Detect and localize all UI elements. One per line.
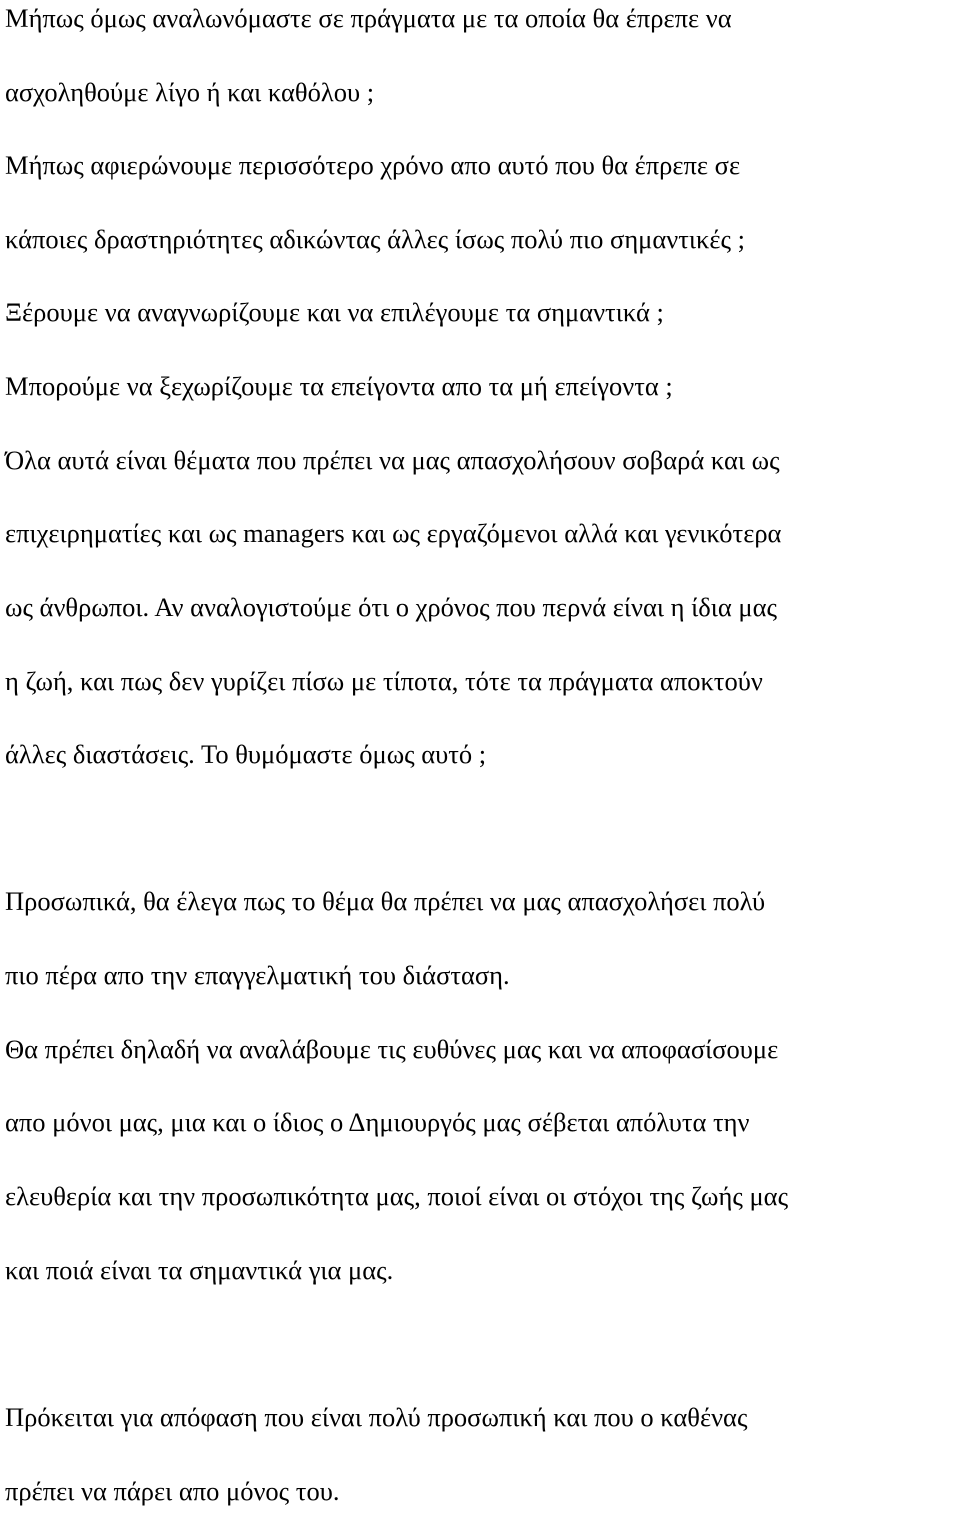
text-line: Προσωπικά, θα έλεγα πως το θέμα θα πρέπει να μας απασχολήσει πολύ (5, 886, 766, 916)
text-line: Ξέρουμε να αναγνωρίζουμε και να επιλέγουμε τα σημαντικά ; (5, 297, 664, 327)
text-line: Μήπως όμως αναλωνόμαστε σε πράγματα με τα οποία θα έπρεπε να (5, 3, 732, 33)
text-line: η ζωή, και πως δεν γυρίζει πίσω με τίποτα, τότε τα πράγματα αποκτούν (5, 666, 763, 696)
text-line: ασχοληθούμε λίγο ή και καθόλου ; (5, 77, 375, 107)
text-line: πιο πέρα απο την επαγγελματική του διάσταση. (5, 960, 510, 990)
text-line: Μήπως αφιερώνουμε περισσότερο χρόνο απο αυτό που θα έπρεπε σε (5, 150, 741, 180)
text-line: Όλα αυτά είναι θέματα που πρέπει να μας απασχολήσουν σοβαρά και ως (5, 445, 780, 475)
text-line: επιχειρηματίες και ως managers και ως εργαζόμενοι αλλά και γενικότερα (5, 518, 782, 548)
text-line: απο μόνοι μας, μια και ο ίδιος ο Δημιουργός μας σέβεται απόλυτα την (5, 1107, 750, 1137)
text-line: κάποιες δραστηριότητες αδικώντας άλλες ίσως πολύ πιο σημαντικές ; (5, 224, 745, 254)
text-line: ελευθερία και την προσωπικότητα μας, ποιοί είναι οι στόχοι της ζωής μας (5, 1181, 789, 1211)
text-line: ως άνθρωποι. Αν αναλογιστούμε ότι ο χρόνος που περνά είναι η ίδια μας (5, 592, 777, 622)
text-line: Θα πρέπει δηλαδή να αναλάβουμε τις ευθύνες μας και να αποφασίσουμε (5, 1034, 779, 1064)
text-line: πρέπει να πάρει απο μόνος του. (5, 1476, 340, 1506)
text-line: άλλες διαστάσεις. Το θυμόμαστε όμως αυτό ; (5, 739, 487, 769)
text-line: και ποιά είναι τα σημαντικά για μας. (5, 1255, 394, 1285)
text-line: Πρόκειται για απόφαση που είναι πολύ προσωπική και που ο καθένας (5, 1402, 748, 1432)
text-line: Μπορούμε να ξεχωρίζουμε τα επείγοντα απο τα μή επείγοντα ; (5, 371, 673, 401)
